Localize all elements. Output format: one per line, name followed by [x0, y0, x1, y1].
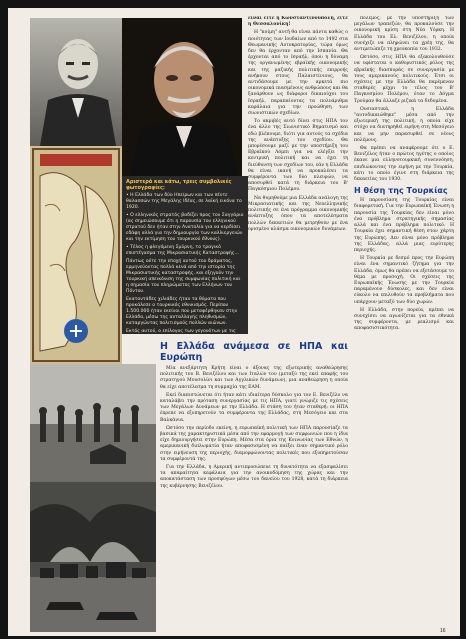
paragraph: Ωστόσο την περίοδο εκείνη, η ευρωπαϊκή πολιτική των ΗΠΑ παρουσίαζε τα βασικά της χαρακτηριστικά μέσα από την εφαρμογή των συμφωνιών που η ίδια είχε δημιουργήσει στην Ευρώπη. Μέσα στα όρια της Κοινωνίας των Εθνών, η αμερικανική διπλωματία ήταν αποφασισμένη να παίξει έναν σημαντικό ρόλο στην ειρήνευση της περιοχής, διαμορφώνοντας πολιτικές που εξυπηρετούσαν τα συμφέροντά της. — [160, 425, 348, 462]
paragraph: Εκεί διαπιστώνεται ότι ήταν κάτι ιδιαίτερα δύσκολο για τον Ε. Βενιζέλο να καταλάβει την πρόταση συνεργασίας με τις ΗΠΑ, γιατί γνώριζε τις σχέσεις των Μεγάλων Δυνάμεων με την Ελλάδα. Η στάση του ήταν σταθερή: οι ΗΠΑ έπρεπε να εξυπηρετούν τα συμφέροντα της Ελλάδας, στη Μεσόγειο και στα Βαλκάνια. — [160, 392, 348, 423]
article-column-middle — [160, 338, 348, 628]
paragraph: Η Τουρκία με δεσμό προς την Ευρώπη είναι ένα σημαντικό ζήτημα για την Ελλάδα, όμως θα πρέπει να εξετάσουμε το θέμα με προσοχή. Οι σχέσεις της Ευρωπαϊκής Ένωσης με την Τουρκία παραμένουν δύσκολες, και δεν είναι εύκολο να επιλυθούν τα προβλήματα που υπάρχουν μεταξύ των δύο χωρών. — [354, 256, 454, 305]
caption-paragraph: • Ο ελληνικός στρατός βαδίζει προς τον Σαγγάριο (ας σημειώσουμε ότι η παρουσία του ελληνικού στρατού δεν ήταν στην Ανατολία για να κερδίσει εδάφη αλλά για την δημιουργία των καλλιεργειών και την εκτίμηση του τουρκικού έθνους). — [126, 213, 244, 242]
portrait-main-illustration — [122, 18, 242, 176]
paragraph: Η παρουσίαση της Τουρκίας είναι διαφορετική. Για την Ευρωπαϊκή Ένωση η παρουσία της Τουρκίας δεν είναι μόνο ένα πρόβλημα στρατηγικής σημασίας αλλά και ένα πρόβλημα πολιτικό. Η Τουρκία έχει σημαντική θέση στον χάρτη της Ευρώπης. Δεν είναι μόνο πρόβλημα της Ελλάδας, αλλά μιας ευρύτερης περιοχής. — [354, 198, 454, 253]
article-column-far-right — [354, 16, 454, 628]
section-heading-greece-usa-europe: Η Ελλάδα ανάμεσα σε ΗΠΑ και Ευρώπη — [160, 341, 348, 363]
caption-paragraph: Εκτός αυτού, ο επίλογος των γεγονότων με τις — [126, 329, 236, 334]
portrait-photo-main — [122, 18, 242, 176]
paragraph: Θα πρέπει να αναφέρουμε ότι ο Ε. Βενιζέλος ήταν ο πρώτος ηγέτης ο οποίος έκανε μια ελληνοτουρκική συνεννόηση, επιδιώκοντας την ειρήνη με την Τουρκία, κάτι το οποίο έγινε στη διάρκεια της δεκαετίας του 1930. — [354, 146, 454, 183]
portrait-photo-left — [30, 18, 122, 146]
paragraph: Για την Ελλάδα, η Αμερική αντιπροσώπευε τη δυνατότητα να εξασφαλίσει τα απαραίτητα κεφάλαια για την ανοικοδόμηση της χώρας και την αποκατάσταση των προσφύγων μέσω του δανείου του 1928, κατά τη διάρκεια της κυβέρνησης Βενιζέλου. — [160, 465, 348, 489]
map-illustration — [30, 146, 122, 364]
portrait-left-illustration — [30, 18, 122, 146]
section-heading-turkey: Η θέση της Τουρκίας — [354, 186, 448, 196]
map-greece-great-idea — [30, 146, 122, 364]
caption-title: Αριστερά και κάτω, τρεις συμβολικές φωτογραφίες: — [126, 179, 232, 191]
paragraph: Ωστόσο, στις ΗΠΑ θα εξακολουθούσε να υφίσταται ο καθοριστικός ρόλος της εβραϊκής διασποράς σε συνεργασία με τους αμερικανούς πολιτικούς. Έτσι οι σχέσεις με την Ελλάδα θα παρέμεναν σταθερές μέχρι το τέλος του Β' Παγκοσμίου Πολέμου, όταν το Δόγμα Τρούμαν θα άλλαζε ριζικά τα δεδομένα. — [354, 55, 454, 104]
paragraph: Να θυμηθούμε μια Ελλάδα ανάλογη της Μικρασιατικής και της Νεοελληνικής πολιτικής σε ένα πρόγραμμα οικονομικής ανάπτυξης όπου τα αποτελέσματα πολλών δεκαετιών θα μετρηθούν με ένα ορισμένο κλάσμα οικονομικών δυνάμεων. — [248, 195, 348, 232]
page-number: 16 — [440, 628, 446, 634]
soldiers-illustration — [30, 364, 156, 482]
caption-paragraph: • Τέλος η φλεγόμενη Σμύρνη, το τραγικό επιστέγασμα της Μικρασιατικής Καταστροφής... — [126, 245, 239, 256]
photo-caption-box — [122, 176, 248, 334]
paragraph: Η Ελλάδα, στην πορεία, πρέπει να συνεχίσει να αγωνίζεται για τα εθνικά της συμφέροντα, με ρεαλισμό και αποφασιστικότητα. — [354, 307, 454, 332]
paragraph: πόλεμος, με την υποστήριξη των μεγάλων τραπεζών, θα προκαλούσε την οικονομική κρίση στη Νέα Υόρκη. Η Ελλάδα του Ελ. Βενιζέλου, η οποία συνέχιζε να πληρώνει τα χρέη της, θα αντιμετώπιζε τη χρεοκοπία του 1932. — [354, 16, 454, 53]
caption-paragraph: Εκατοντάδες χιλιάδες ήταν τα θύματα που προκάλεσε ο τουρκικός εθνικισμός. Περίπου 1.500.000 ήταν εκείνοι που μεταφέρθηκαν στην Ελλάδα, μέσω της ανταλλαγής πληθυσμών, καταργώντας πολιτισμούς πολλών αιώνων. — [126, 297, 238, 326]
photo-burning-smyrna — [30, 482, 156, 632]
paragraph: Το ακριβές αυτό δίνει στις ΗΠΑ τον ένα άλλο της Σιωνιστικό Βηματισμό και εδώ βλέπουμε, διότι για αυτούς τα σχέδια της ανάπτυξης του σχεδίου. Θα μπορέσουμε μαζί με την υποστήριξη του Εβραϊκού Λόμπι για να ελέγξει την κεντρική πολιτική και να έχει τη διεύθυνση των σχεδίων του, εάν η Ελλάδα θα είναι ικανή να προκαλέσει τα συμφέροντα των δύο πλευρών, να αποσυρθεί κατά τη διάρκεια του Β' Παγκόσμιου Πολέμου. — [248, 119, 348, 193]
paragraph: Ουσιαστικά, η Ελλάδα "αυτοδικαιώθηκε" μέσα από την εξωτερική της πολιτική, η οποία είχε στόχο να διατηρηθεί ειρήνη στη Μεσόγειο και να μην παρασυρθεί σε νέους πολέμους. — [354, 106, 454, 143]
caption-paragraph: • Η Ελλάδα των δύο Ηπείρων και των πέντε θαλασσών της Μεγάλης Ιδέας, σε λαϊκή εικόνα το 1920. — [126, 193, 242, 210]
paragraph: είναι είτε η Κωνσταντινούπολη, είτε η Θεσσαλονίκη! — [248, 16, 348, 28]
smyrna-fire-illustration — [30, 482, 156, 632]
caption-paragraph: Πάντως ούτε την εποχή αυτού του δράματος, ερμηνεύοντας πολλά κενά από την ιστορία της Μικρασιατικής καταστροφής, και εξηγούν την τουρκική απεικόνιση της συμφωνίας πολιτική και η σημασία του πληρώματος των Ελλήνων του Πόντου. — [126, 259, 241, 294]
paragraph: Μία ανεξάρτητη Κρήτη είναι ο άξονας της εξωτερικής αναθεώρησης πολιτικής του Β. Βενιζέλου και των Ιταλών του (μεταξύ της εκεί επαφής του στρατηγού Μουσολίνι και των Αγγλικών δυνάμεων), μια αναθεώρηση η οποία θα είχε αποτέλεσμα τη συμμαχία της ΕΑΜ. — [160, 366, 348, 390]
photo-greek-army-march — [30, 364, 156, 482]
article-column-right-top — [248, 16, 348, 286]
paragraph: Η "κοίμη" αυτή θα είναι πάντα καθώς ο ποιότητας των Ιουδαίων από το 1492 στα Θεωμανικής Αυτοκρατορίας, τώρα όμως δεν θα έρχονταν από την Ισπανία. Θα έρχονται από το Ισραήλ, όπου η δύναμη της οργανωμένης εβραϊκής οικονομικής και της μαζικής πολιτικής επιρροής ανήκουν στους Παλαιστίνιους, θα αντιδάσουμε με την αρκετά πιο οικονομικά πιασμένους ανθρώπους και θα ξανάρθουν ως διάφοροι δικαιούχοι του Ισραήλ, παραπαίοντας τα πολυάριθμα κεφάλαια για την προώθηση των σιωνιστικών σχεδίων. — [248, 30, 348, 117]
